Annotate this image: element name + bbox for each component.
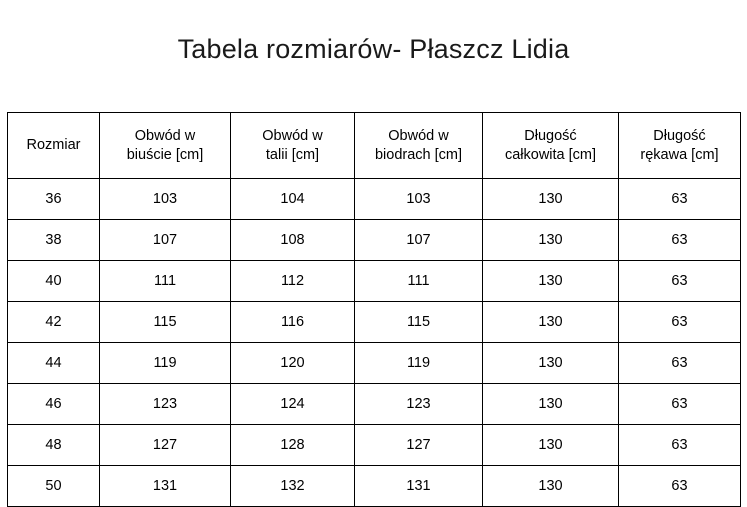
table-cell: 120 [231, 343, 355, 384]
table-cell: 127 [100, 425, 231, 466]
table-cell: 63 [619, 261, 741, 302]
column-header-line-2: całkowita [cm] [504, 146, 597, 163]
column-header-line-1: Długość [653, 127, 706, 144]
table-cell: 130 [483, 220, 619, 261]
table-row [8, 179, 741, 220]
table-cell: 130 [483, 179, 619, 220]
table-cell: 63 [619, 384, 741, 425]
table-cell: 131 [100, 466, 231, 507]
table-cell: 130 [483, 343, 619, 384]
table-row [8, 220, 741, 261]
table-cell: 50 [8, 466, 100, 507]
column-header-line-1: Obwód w [388, 127, 449, 144]
column-header-line-2: rękawa [cm] [640, 146, 719, 163]
table-cell: 46 [8, 384, 100, 425]
column-header-line-1: Obwód w [262, 127, 323, 144]
column-header-dlugosc-calkowita [483, 113, 619, 179]
column-header-line-2: biodrach [cm] [374, 146, 463, 163]
column-header-line-2: talii [cm] [265, 146, 320, 163]
table-row [8, 261, 741, 302]
column-header-line-2: biuście [cm] [126, 146, 204, 163]
table-cell: 107 [100, 220, 231, 261]
table-cell: 115 [100, 302, 231, 343]
table-row [8, 384, 741, 425]
table-cell: 108 [231, 220, 355, 261]
column-header-line-1: Rozmiar [26, 137, 81, 153]
table-cell: 119 [355, 343, 483, 384]
table-row [8, 343, 741, 384]
table-cell: 115 [355, 302, 483, 343]
table-cell: 130 [483, 384, 619, 425]
table-cell: 48 [8, 425, 100, 466]
table-header-row [8, 113, 741, 179]
table-cell: 116 [231, 302, 355, 343]
table-cell: 123 [100, 384, 231, 425]
table-cell: 128 [231, 425, 355, 466]
table-cell: 63 [619, 179, 741, 220]
table-row [8, 425, 741, 466]
table-row [8, 466, 741, 507]
column-header-line-1: Obwód w [134, 127, 196, 144]
table-cell: 103 [355, 179, 483, 220]
table-cell: 132 [231, 466, 355, 507]
table-cell: 130 [483, 302, 619, 343]
table-cell: 38 [8, 220, 100, 261]
table-cell: 112 [231, 261, 355, 302]
table-cell: 130 [483, 425, 619, 466]
table-cell: 36 [8, 179, 100, 220]
column-header-rozmiar [8, 113, 100, 179]
table-row [8, 302, 741, 343]
table-cell: 104 [231, 179, 355, 220]
column-header-obwod-talia [231, 113, 355, 179]
table-cell: 63 [619, 302, 741, 343]
table-cell: 63 [619, 466, 741, 507]
table-cell: 44 [8, 343, 100, 384]
table-cell: 127 [355, 425, 483, 466]
column-header-obwod-biust [100, 113, 231, 179]
table-cell: 40 [8, 261, 100, 302]
table-body [8, 179, 741, 507]
column-header-line-1: Długość [524, 127, 577, 144]
table-header [8, 113, 741, 179]
table-cell: 63 [619, 343, 741, 384]
table-cell: 63 [619, 425, 741, 466]
column-header-obwod-biodra [355, 113, 483, 179]
column-header-dlugosc-rekawa [619, 113, 741, 179]
page-title: Tabela rozmiarów- Płaszcz Lidia [177, 34, 570, 64]
table-cell: 103 [100, 179, 231, 220]
table-cell: 63 [619, 220, 741, 261]
size-table [7, 112, 741, 507]
table-cell: 130 [483, 261, 619, 302]
table-cell: 119 [100, 343, 231, 384]
table-cell: 131 [355, 466, 483, 507]
size-table-container [7, 112, 740, 507]
table-cell: 123 [355, 384, 483, 425]
table-cell: 124 [231, 384, 355, 425]
table-cell: 111 [100, 261, 231, 302]
table-cell: 42 [8, 302, 100, 343]
table-cell: 130 [483, 466, 619, 507]
table-cell: 111 [355, 261, 483, 302]
table-cell: 107 [355, 220, 483, 261]
